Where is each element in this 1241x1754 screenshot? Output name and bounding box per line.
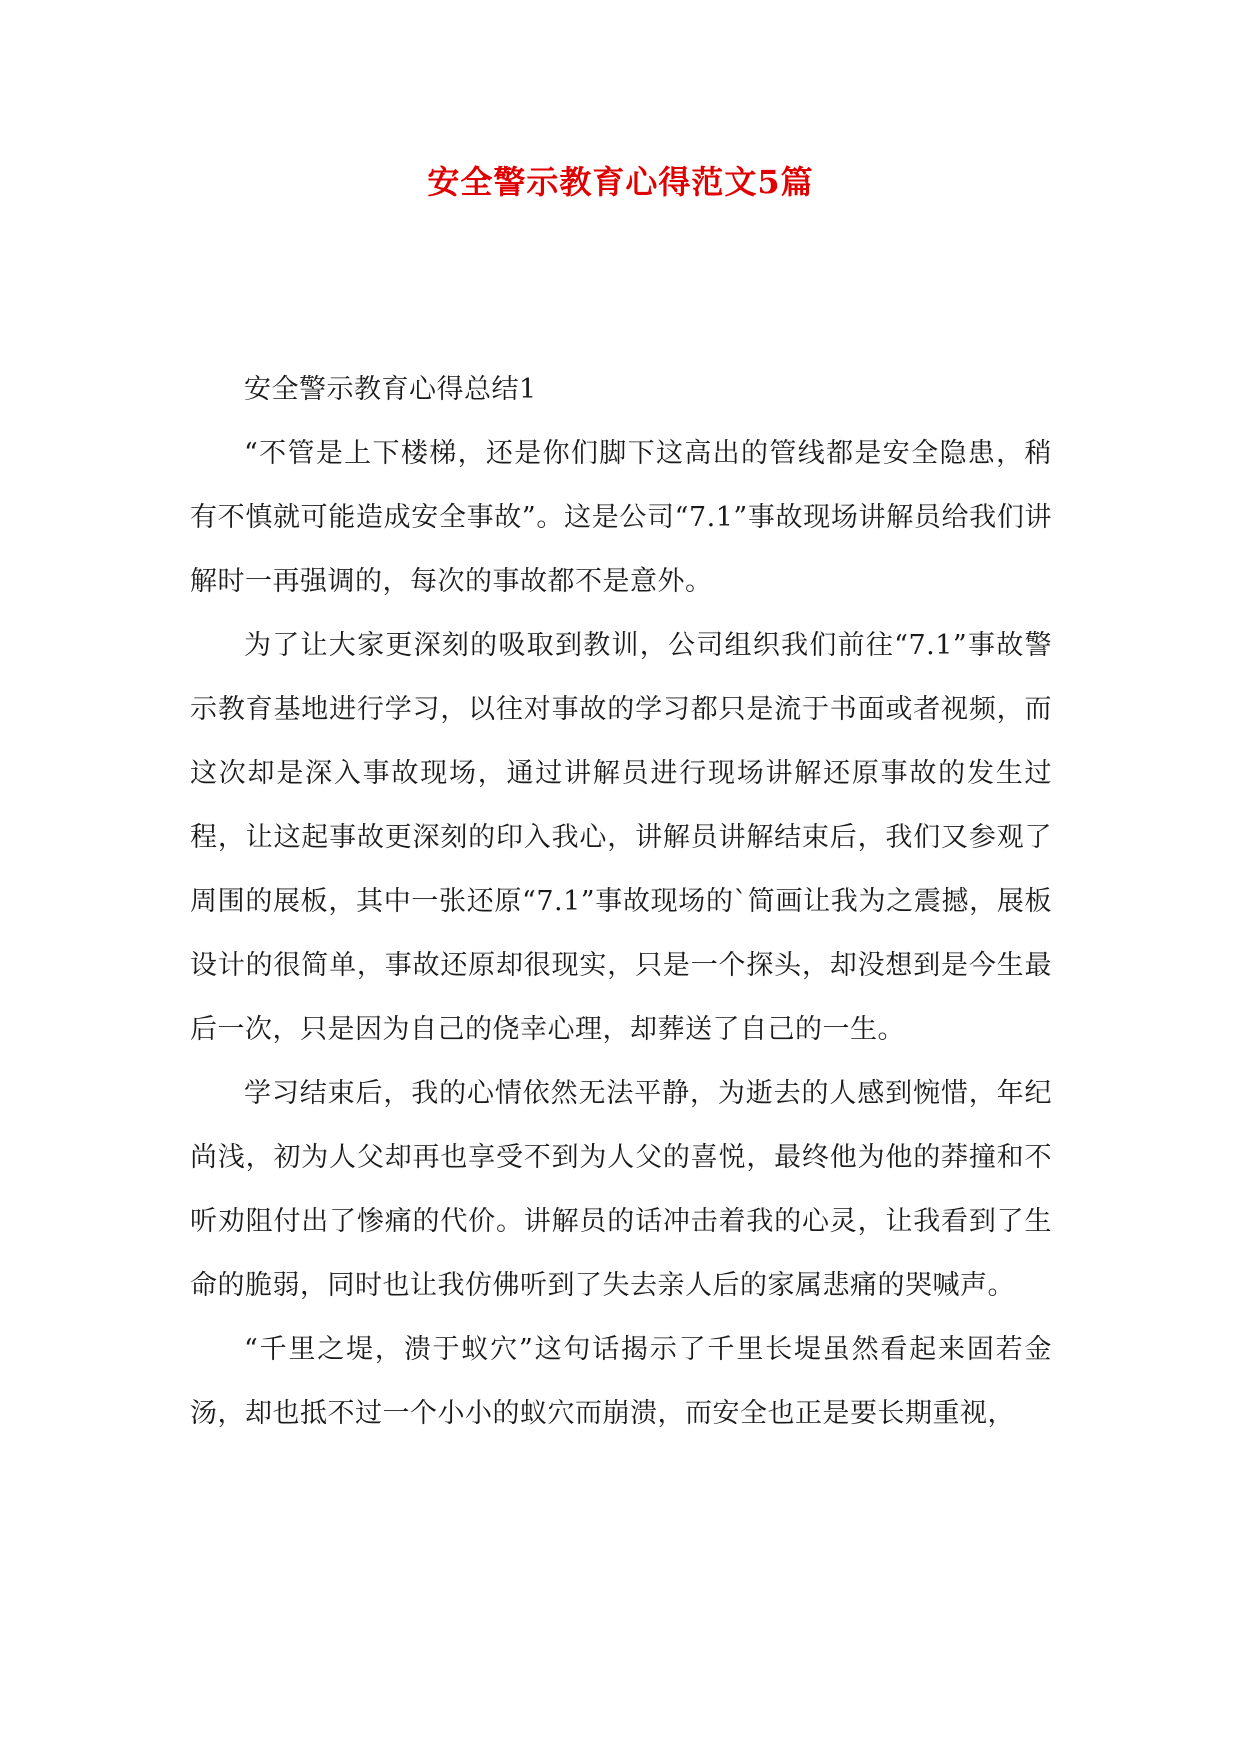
paragraph: 为了让大家更深刻的吸取到教训，公司组织我们前往“7.1”事故警示教育基地进行学习，以往对事故的学习都只是流于书面或者视频，而这次却是深入事故现场，通过讲解员进行现场讲解还原事故的发生过程，让这起事故更深刻的印入我心，讲解员讲解结束后，我们又参观了周围的展板，其中一张还原“7.1”事故现场的`简画让我为之震撼，展板设计的很简单，事故还原却很现实，只是一个探头，却没想到是今生最后一次，只是因为自己的侥幸心理，却葬送了自己的一生。 <box>190 630 1052 1045</box>
document-title: 安全警示教育心得范文5篇 <box>427 163 814 201</box>
paragraph: “不管是上下楼梯，还是你们脚下这高出的管线都是安全隐患，稍有不慎就可能造成安全事故”。这是公司“7.1”事故现场讲解员给我们讲解时一再强调的，每次的事故都不是意外。 <box>190 438 1052 597</box>
paragraph: “千里之堤，溃于蚁穴”这句话揭示了千里长堤虽然看起来固若金汤，却也抵不过一个小小的蚁穴而崩溃，而安全也正是要长期重视， <box>190 1334 1052 1429</box>
document-body <box>190 358 1052 1446</box>
paragraph: 学习结束后，我的心情依然无法平静，为逝去的人感到惋惜，年纪尚浅，初为人父却再也享受不到为人父的喜悦，最终他为他的莽撞和不听劝阻付出了惨痛的代价。讲解员的话冲击着我的心灵，让我看到了生命的脆弱，同时也让我仿佛听到了失去亲人后的家属悲痛的哭喊声。 <box>190 1078 1052 1301</box>
section-heading: 安全警示教育心得总结1 <box>244 374 537 405</box>
